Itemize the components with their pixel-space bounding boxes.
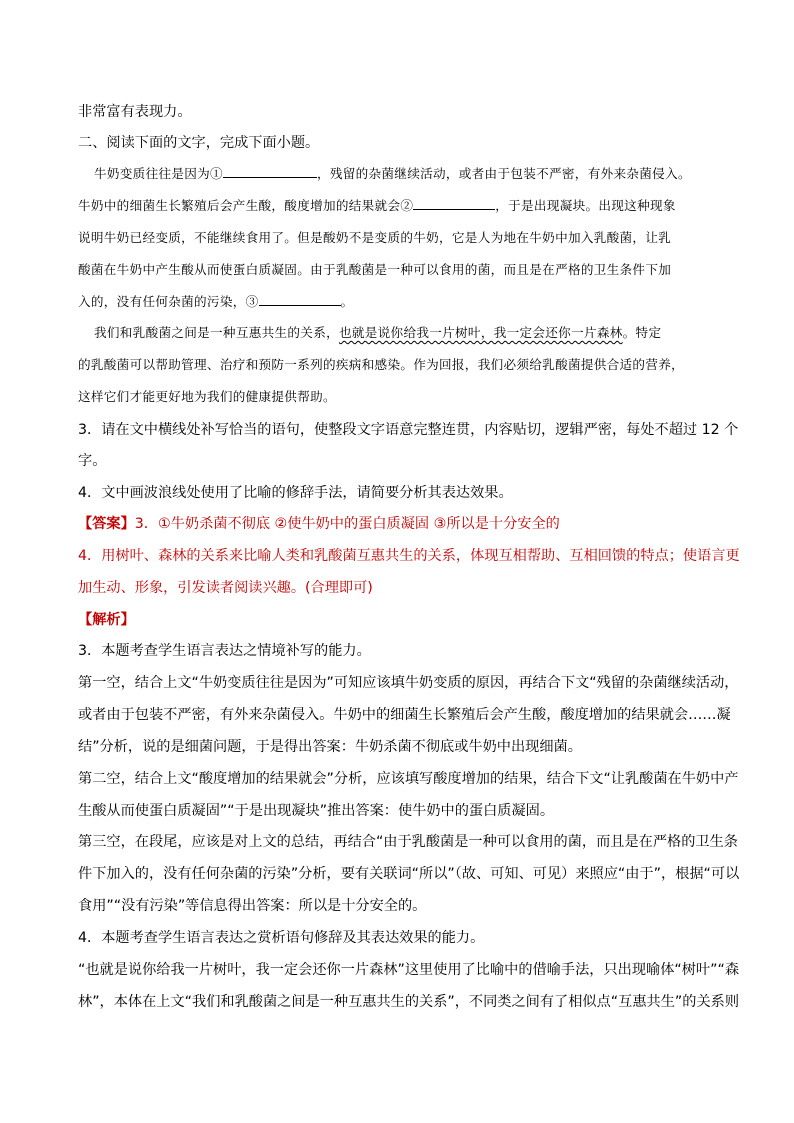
passage-line: 酸菌在牛奶中产生酸从而使蛋白质凝固。由于乳酸菌是一种可以食用的菌，而且是在严格的卫生条件下加 xyxy=(78,262,672,277)
passage-line xyxy=(94,164,691,184)
passage-line: 这样它们才能更好地为我们的健康提供帮助。 xyxy=(78,389,336,404)
passage-text: 我们和乳酸菌之间是一种互惠共生的关系， xyxy=(94,325,339,340)
answer-line xyxy=(78,514,560,534)
passage-text: 牛奶中的细菌生长繁殖后会产生酸，酸度增加的结果就会② xyxy=(78,198,414,213)
text-line: 非常富有表现力。 xyxy=(78,104,192,120)
passage-text: ，于是出现凝块。出现这种现象 xyxy=(495,198,676,213)
analysis-line: 或者由于包装不严密，有外来杂菌侵入。牛奶中的细菌生长繁殖后会产生酸，酸度增加的结果就会……凝 xyxy=(78,707,731,723)
passage-text: ，残留的杂菌继续活动，或者由于包装不严密，有外来杂菌侵入。 xyxy=(316,166,691,181)
analysis-line: 第二空，结合上文“酸度增加的结果就会”分析，应该填写酸度增加的结果，结合下文“让乳酸菌在牛奶中产 xyxy=(78,771,739,787)
passage-line xyxy=(94,323,661,343)
analysis-line: “也就是说你给我一片树叶，我一定会还你一片森林”这里使用了比喻中的借喻手法，只出现喻体“树叶”“森 xyxy=(78,962,740,978)
wavy-underlined-sentence: 也就是说你给我一片树叶，我一定会还你一片森林 xyxy=(338,325,623,340)
analysis-line: 第三空，在段尾，应该是对上文的总结，再结合“由于乳酸菌是一种可以食用的菌，而且是在严格的卫生条 xyxy=(78,834,738,850)
passage-line xyxy=(78,292,353,312)
passage-line: 说明牛奶已经变质，不能继续食用了。但是酸奶不是变质的牛奶，它是人为地在牛奶中加入乳酸菌，让乳 xyxy=(78,230,672,245)
question-4: 4．文中画波浪线处使用了比喻的修辞手法，请简要分析其表达效果。 xyxy=(78,485,513,501)
passage-text: 。特定 xyxy=(622,325,662,340)
analysis-line: 林”，本体在上文“我们和乳酸菌之间是一种互惠共生的关系”，不同类之间有了相似点“互惠共生”的关系则 xyxy=(78,994,740,1010)
blank-1 xyxy=(223,164,317,178)
analysis-3-heading: 3．本题考查学生语言表达之情境补写的能力。 xyxy=(78,643,371,659)
question-3-cont: 字。 xyxy=(78,453,107,469)
analysis-line: 食用”“没有污染”等信息得出答案：所以是十分安全的。 xyxy=(78,898,427,914)
blank-2 xyxy=(413,196,495,210)
passage-text: 入的，没有任何杂菌的污染，③ xyxy=(78,294,259,309)
passage-line: 的乳酸菌可以帮助管理、治疗和预防一系列的疾病和感染。作为回报，我们必须给乳酸菌提供合适的营养， xyxy=(78,357,685,372)
question-3: 3．请在文中横线处补写恰当的语句，使整段文字语意完整连贯，内容贴切，逻辑严密，每处不超过 12 个 xyxy=(78,422,739,438)
analysis-line: 结”分析，说的是细菌问题，于是得出答案：牛奶杀菌不彻底或牛奶中出现细菌。 xyxy=(78,739,582,755)
passage-text: 。 xyxy=(340,294,354,309)
answer-label: 【答案】 xyxy=(78,516,135,532)
answer-4: 4．用树叶、森林的关系来比喻人类和乳酸菌互惠共生的关系，体现互相帮助、互相回馈的特点；使语言更 xyxy=(78,548,740,564)
analysis-label: 【解析】 xyxy=(78,612,135,628)
passage-text: 牛奶变质往往是因为① xyxy=(94,166,223,181)
analysis-line: 生酸从而使蛋白质凝固”“于是出现凝块”推出答案：使牛奶中的蛋白质凝固。 xyxy=(78,803,555,819)
analysis-line: 件下加入的，没有任何杂菌的污染”分析，要有关联词“所以”（故、可知、可见）来照应“由于”，根据“可以 xyxy=(78,866,740,882)
section-heading: 二、阅读下面的文字，完成下面小题。 xyxy=(78,135,320,151)
passage-line xyxy=(78,196,676,216)
answer-4-cont: 加生动、形象，引发读者阅读兴趣。(合理即可) xyxy=(78,580,373,596)
answer-3: 3．①牛奶杀菌不彻底 ②使牛奶中的蛋白质凝固 ③所以是十分安全的 xyxy=(134,516,560,532)
blank-3 xyxy=(259,292,341,306)
analysis-4-heading: 4．本题考查学生语言表达之赏析语句修辞及其表达效果的能力。 xyxy=(78,930,485,946)
analysis-line: 第一空，结合上文“牛奶变质往往是因为”可知应该填牛奶变质的原因，再结合下文“残留的杂菌继续活动， xyxy=(78,675,739,691)
